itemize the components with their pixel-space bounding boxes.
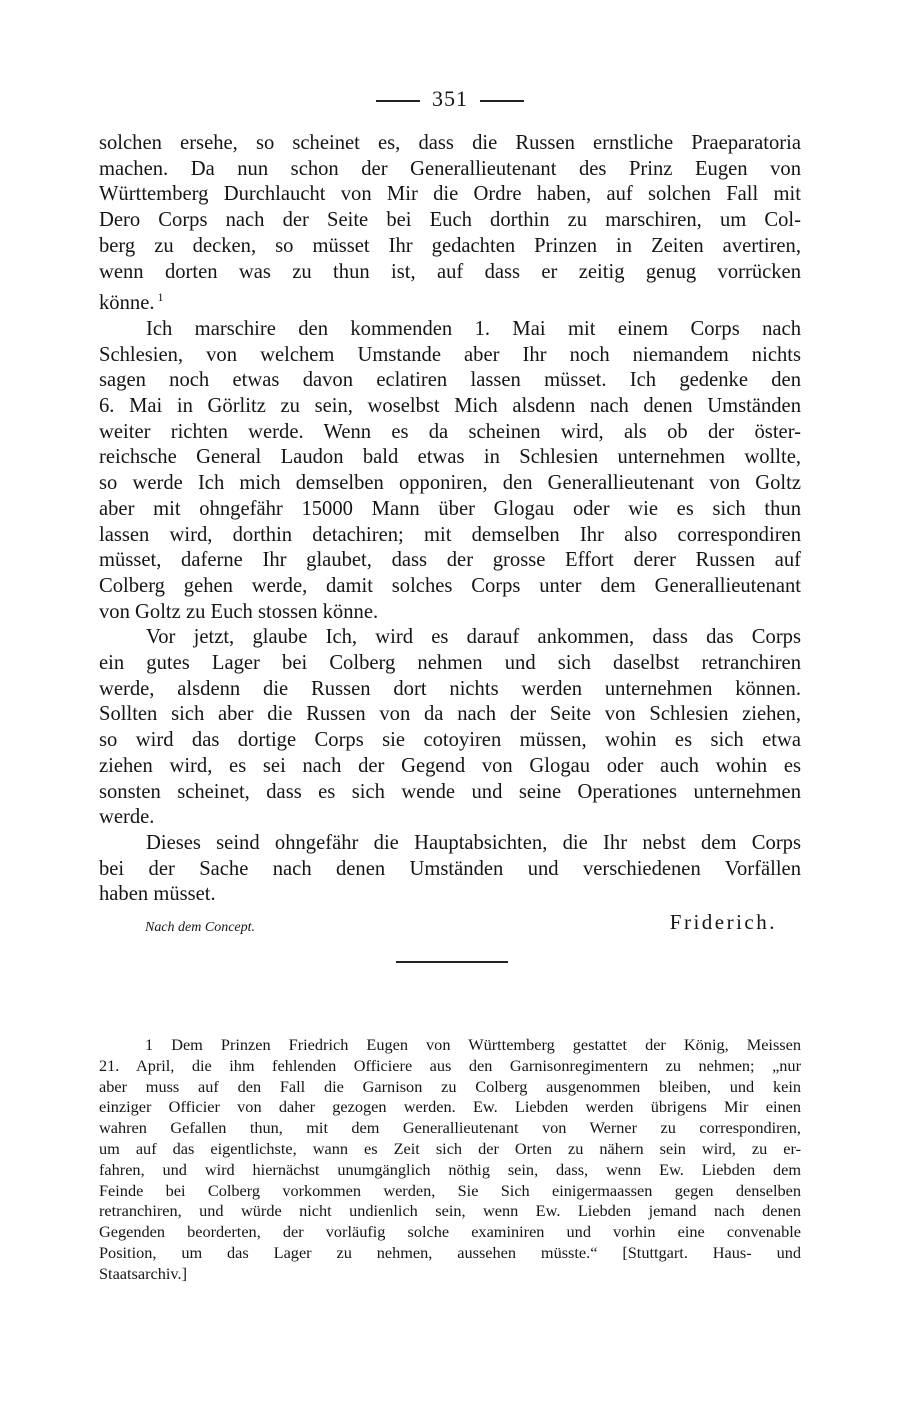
body-line: von Goltz zu Euch stossen könne. [99,600,379,623]
body-line: so wird das dortige Corps sie cotoyiren müssen, wohin es sich etwa [99,729,801,752]
footnote-line: um auf das eigentlichste, wann es Zeit sich der Orten zu nähern sein wird, zu er- [99,1138,801,1158]
body-line: bei der Sache nach denen Umständen und verschiedenen Vorfällen [99,857,801,880]
paragraph-start-line: Dieses seind ohngefähr die Hauptabsichten, die Ihr nebst dem Corps [146,831,801,854]
body-line: 6. Mai in Görlitz zu sein, woselbst Mich alsdenn nach denen Umständen [99,395,801,418]
paragraph-start-line: Ich marschire den kommenden 1. Mai mit einem Corps nach [146,317,801,340]
header-dash-right [480,100,524,102]
footnote-separator [396,961,508,963]
body-line: werde. [99,806,155,829]
footnote-line: einziger Officier von daher gezogen werden. Ew. Liebden werden übrigens Mir einen [99,1097,801,1117]
footnote-line: aber muss auf den Fall die Garnison zu Colberg ausgenommen bleiben, und kein [99,1076,801,1096]
body-line: reichsche General Laudon bald etwas in Schlesien unternehmen wollte, [99,446,801,469]
body-line: wenn dorten was zu thun ist, auf dass er zeitig genug vorrücken [99,260,801,283]
footnote-line: Position, um das Lager zu nehmen, aussehen müsste.“ [Stuttgart. Haus- und [99,1242,801,1262]
body-line [99,285,801,317]
body-line: Schlesien, von welchem Umstande aber Ihr noch niemandem nichts [99,343,801,366]
footnote-line: 21. April, die ihm fehlenden Officiere aus den Garnisonregimentern zu nehmen; „nur [99,1055,801,1075]
body-line: haben müsset. [99,883,216,906]
body-line: weiter richten werde. Wenn es da scheinen wird, als ob der öster- [99,420,801,443]
body-line: ziehen wird, es sei nach der Gegend von Glogau oder auch wohin es [99,754,801,777]
footnote-line: Gegenden beorderten, der vorläufig solche examiniren und vorhin eine convenable [99,1222,801,1242]
body-line: so werde Ich mich demselben opponiren, den Generallieutenant von Goltz [99,472,801,495]
signature: Friderich. [669,910,777,934]
header-dash-left [376,100,420,102]
footnote [99,1035,801,1285]
body-line: lassen wird, dorthin detachiren; mit demselben Ihr also correspondiren [99,523,801,546]
footnote-line: retranchiren, und würde nicht undienlich sein, wenn Ew. Liebden jemand nach denen [99,1201,801,1221]
footnote-line: wahren Gefallen thun, mit dem Generallieutenant von Werner zu correspondiren, [99,1118,801,1138]
body-line: Colberg gehen werde, damit solches Corps unter dem Generallieutenant [99,574,801,597]
paragraph-start-line: Vor jetzt, glaube Ich, wird es darauf ankommen, dass das Corps [146,626,801,649]
body-line: solchen ersehe, so scheinet es, dass die Russen ernstliche Praeparatoria [99,132,801,154]
body-line: aber mit ohngefähr 15000 Mann über Glogau oder wie es sich thun [99,497,801,520]
body-line: berg zu decken, so müsset Ihr gedachten Prinzen in Zeiten avertiren, [99,234,801,257]
page-header [0,86,900,112]
letter-body [99,131,801,908]
body-line: machen. Da nun schon der Generallieutenant des Prinz Eugen von [99,157,801,180]
body-line: Sollten sich aber die Russen von da nach der Seite von Schlesien ziehen, [99,703,801,726]
footnote-line: Staatsarchiv.] [99,1263,188,1283]
footnote-line: Feinde bei Colberg vorkommen werden, Sie Sich einigermaassen gegen denselben [99,1180,801,1200]
footnote-line: fahren, und wird hiernächst unumgänglich nöthig sein, dass, wenn Ew. Liebden dem [99,1159,801,1179]
footnote-line: 1 Dem Prinzen Friedrich Eugen von Württemberg gestattet der König, Meissen [145,1035,801,1054]
page-number: 351 [432,86,468,111]
footnote-marker: 1 [157,290,164,305]
body-line: Dero Corps nach der Seite bei Euch dorthin zu marschiren, um Col- [99,209,801,232]
source-note: Nach dem Concept. [145,920,256,935]
letter-closing [99,910,801,940]
body-line-text: könne. [99,292,155,315]
body-line: Württemberg Durchlaucht von Mir die Ordre haben, auf solchen Fall mit [99,183,801,206]
body-line: ein gutes Lager bei Colberg nehmen und sich daselbst retranchiren [99,652,801,675]
body-line: sagen noch etwas davon eclatiren lassen müsset. Ich gedenke den [99,369,801,392]
body-line: sonsten scheinet, dass es sich wende und seine Operationes unternehmen [99,780,801,803]
body-line: müsset, daferne Ihr glaubet, dass der grosse Effort derer Russen auf [99,549,801,572]
body-line: werde, alsdenn die Russen dort nichts werden unternehmen können. [99,677,801,700]
